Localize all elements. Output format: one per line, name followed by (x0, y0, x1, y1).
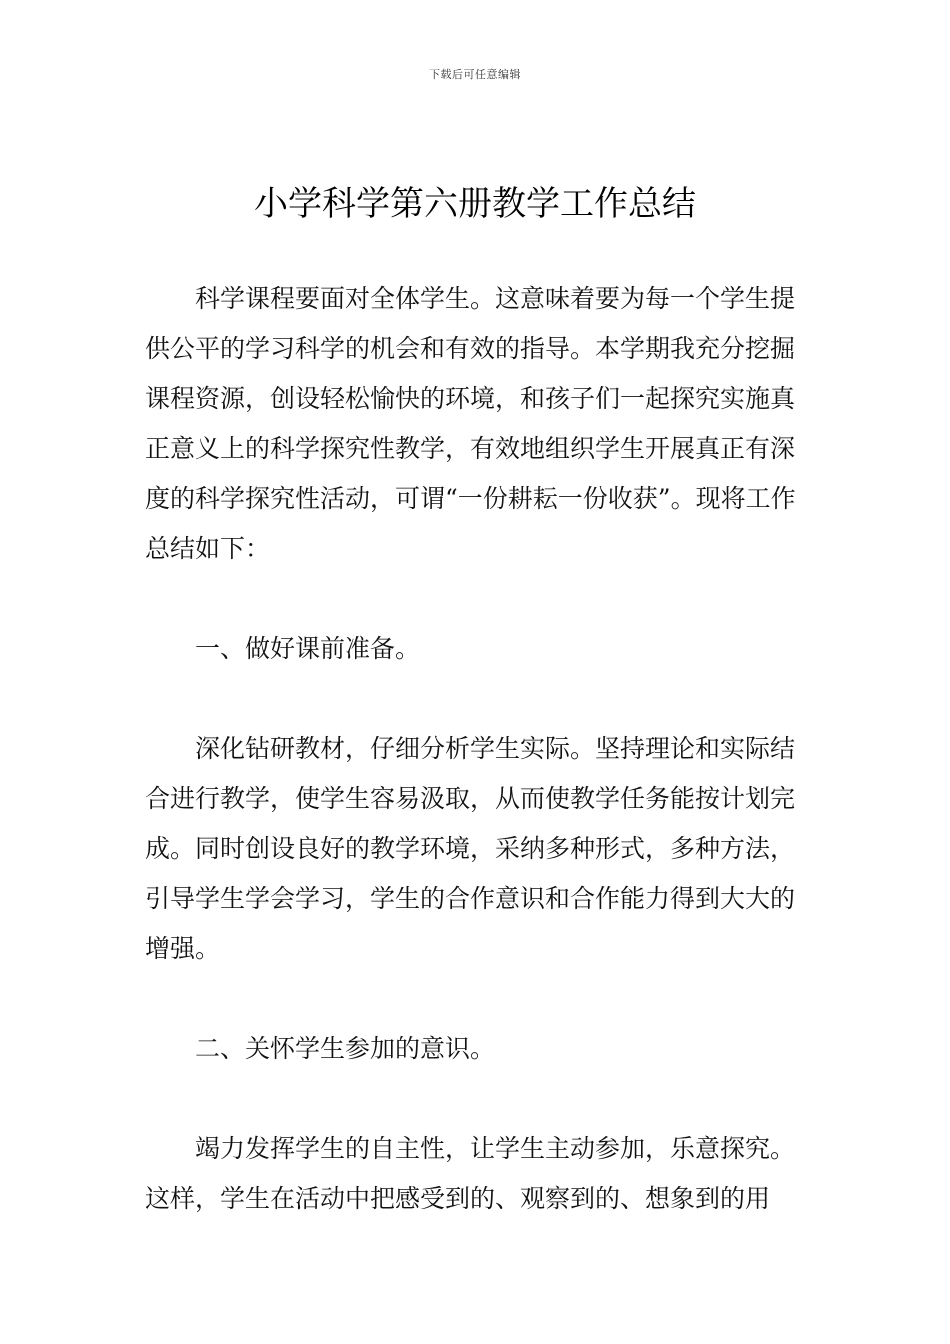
section-heading-text: 二、关怀学生参加的意识。 (195, 1034, 496, 1063)
paragraph-text: 深化钻研教材，仔细分析学生实际。坚持理论和实际结合进行教学，使学生容易汲取，从而使教学任务能按计划完成。同时创设良好的教学环境，采纳多种形式，多种方法，引导学生学会学习，学生的合作意识和合作能力得到大大的增强。 (145, 734, 796, 963)
section-heading-2 (145, 1024, 805, 1074)
section-heading-text: 一、做好课前准备。 (195, 634, 421, 663)
paragraph-section-1 (145, 724, 805, 974)
paragraph-line: 竭力发挥学生的自主性，让学生主动参加，乐意探究。 (195, 1134, 796, 1163)
document-title: 小学科学第六册教学工作总结 (254, 184, 696, 224)
paragraph-line: 这样，学生在活动中把感受到的、观察到的、想象到的用 (145, 1184, 771, 1213)
paragraph-section-2 (145, 1124, 805, 1224)
paragraph-intro (145, 274, 805, 574)
paragraph-text: 科学课程要面对全体学生。这意味着要为每一个学生提供公平的学习科学的机会和有效的指导。本学期我充分挖掘课程资源，创设轻松愉快的环境，和孩子们一起探究实施真正意义上的科学探究性教学，有效地组织学生开展真正有深度的科学探究性活动，可谓“一份耕耘一份收获”。现将工作总结如下： (145, 284, 796, 563)
header-note: 下载后可任意编辑 (429, 68, 521, 81)
section-heading-1 (145, 624, 805, 674)
